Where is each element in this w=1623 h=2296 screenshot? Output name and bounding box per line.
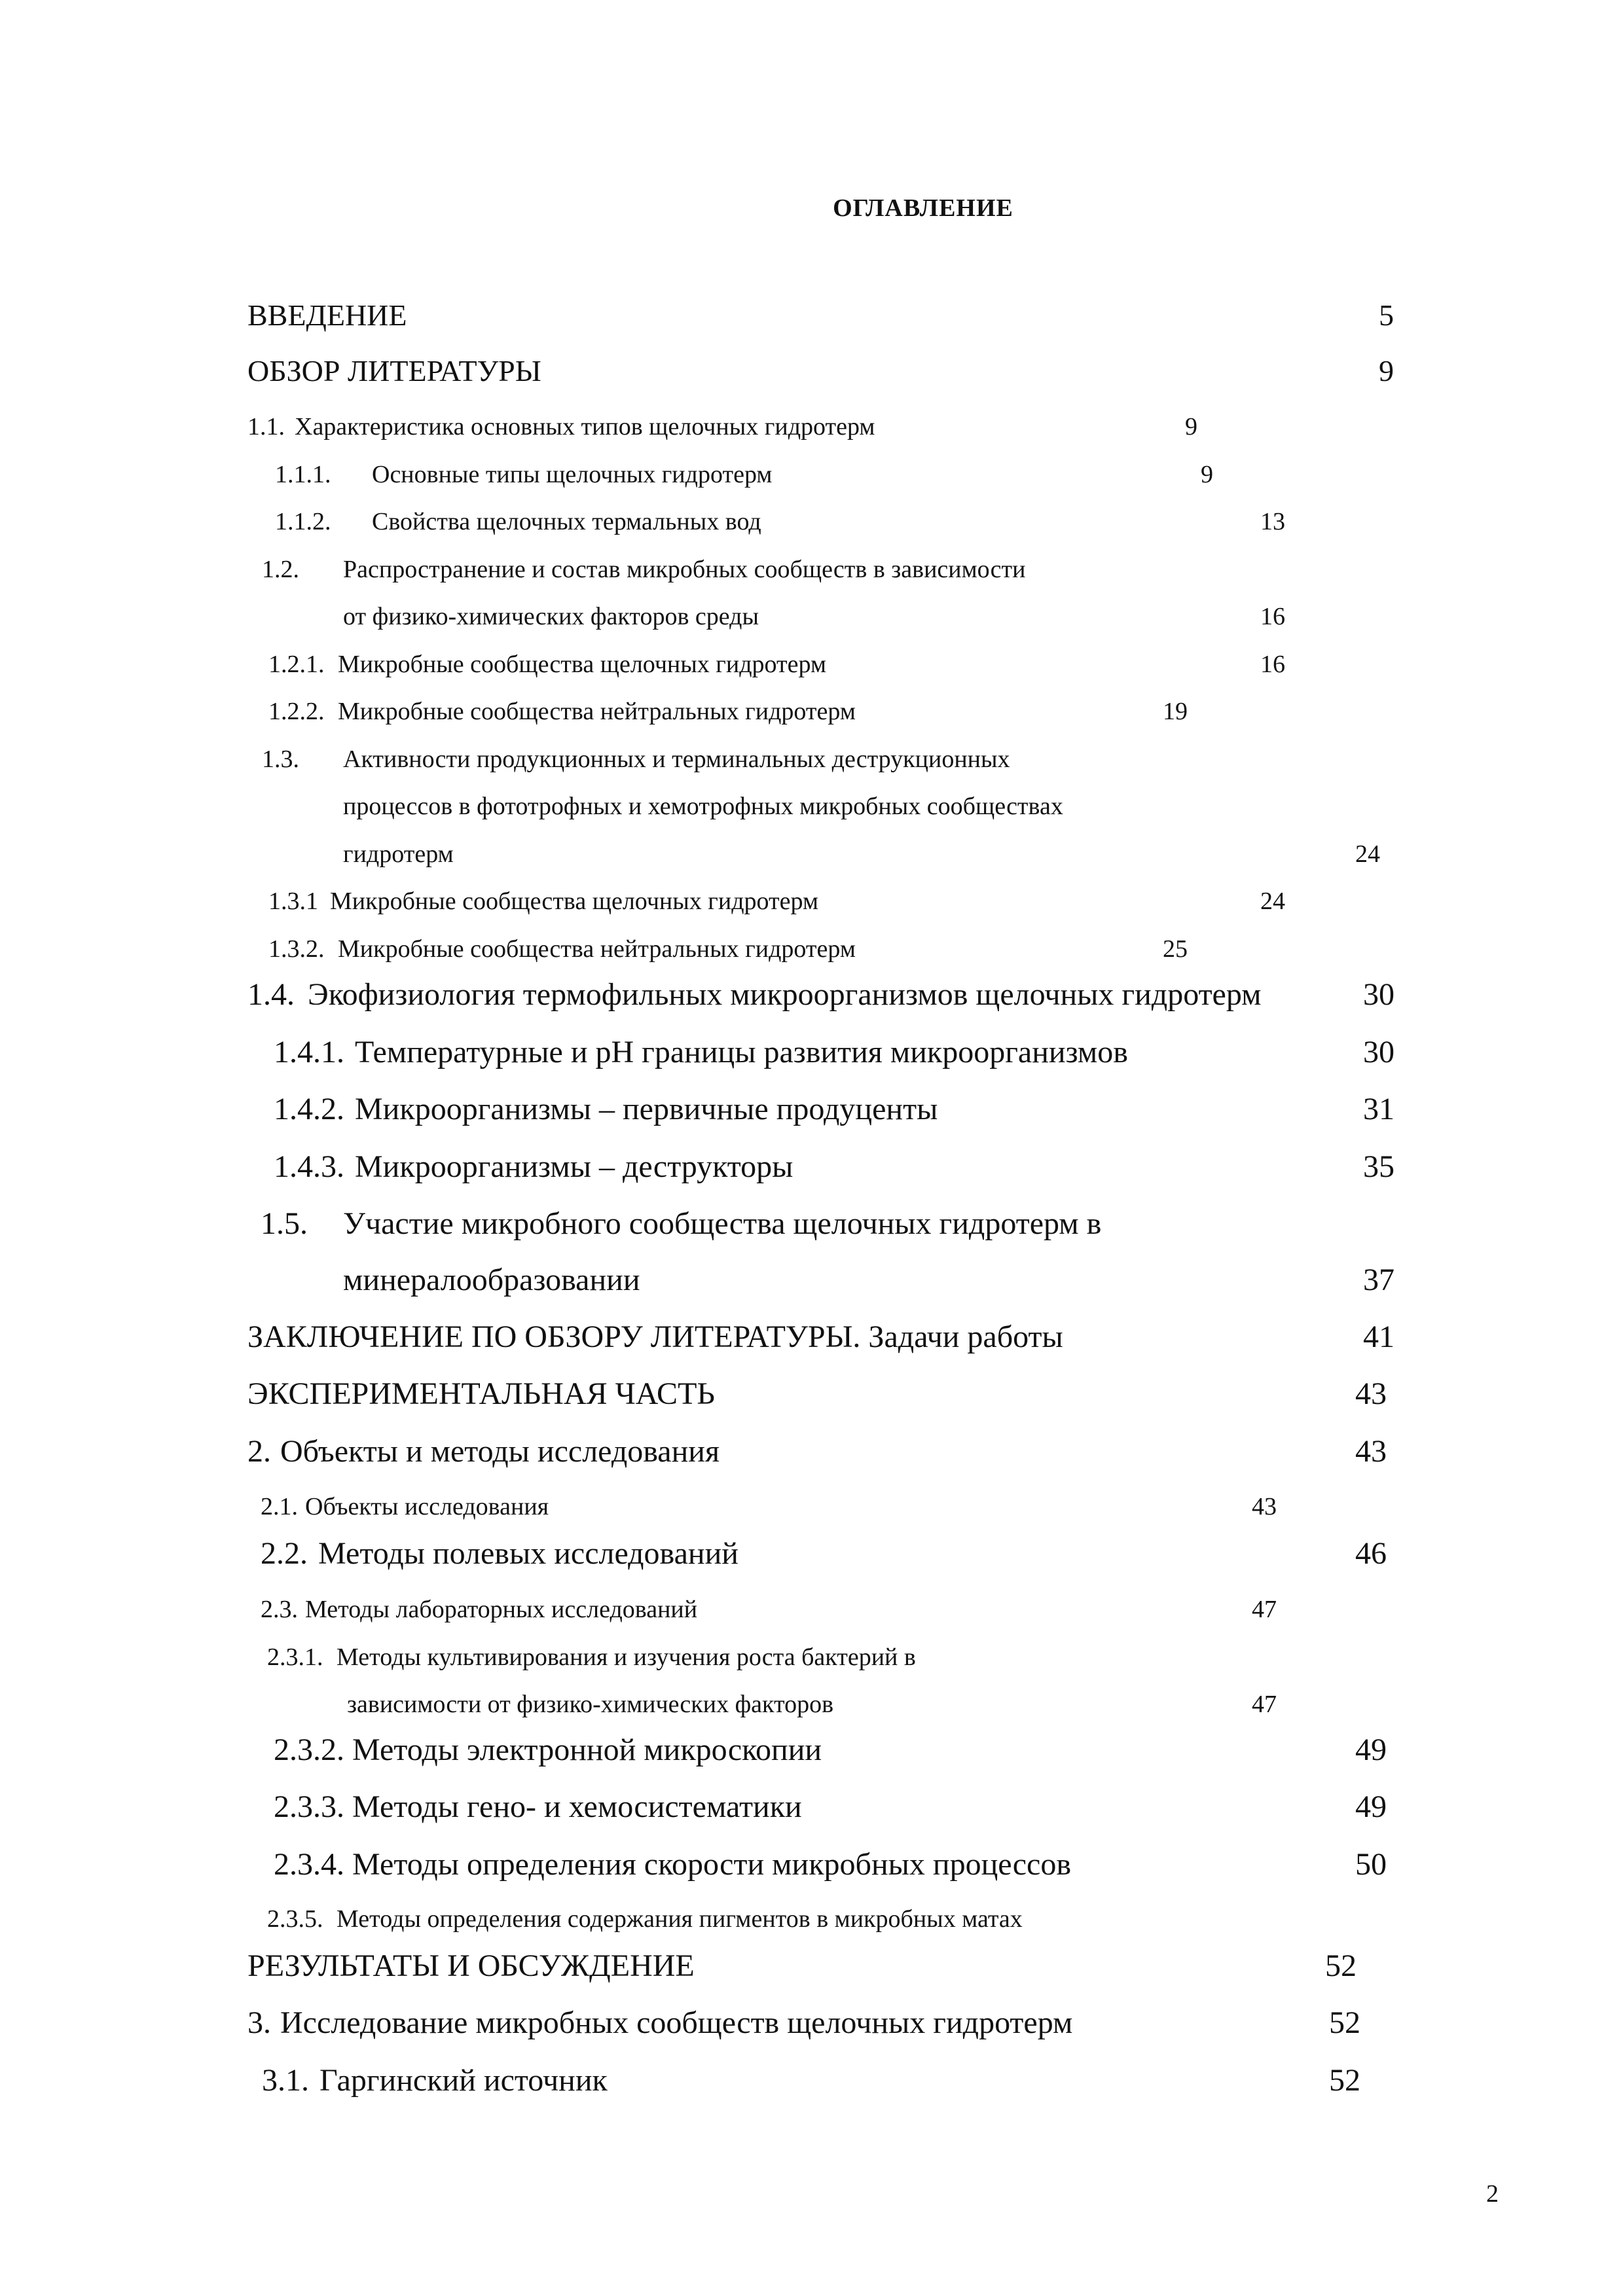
toc-page: 35 bbox=[1363, 1149, 1395, 1184]
toc-page: 43 bbox=[1355, 1434, 1387, 1469]
toc-title: Методы культивирования и изучения роста бактерий в bbox=[337, 1643, 916, 1671]
toc-number: 2.3.5. bbox=[267, 1905, 323, 1933]
toc-page: 24 bbox=[1355, 840, 1380, 868]
toc-title: Микробные сообщества нейтральных гидротерм bbox=[338, 698, 856, 725]
toc-page: 9 bbox=[1185, 413, 1197, 440]
toc-title: Микроорганизмы – деструкторы bbox=[355, 1149, 793, 1184]
toc-title: ОБЗОР ЛИТЕРАТУРЫ bbox=[247, 354, 541, 387]
toc-title: ЗАКЛЮЧЕНИЕ ПО ОБЗОРУ ЛИТЕРАТУРЫ. Задачи работы bbox=[247, 1319, 1063, 1354]
toc-page: 50 bbox=[1355, 1847, 1387, 1882]
toc-number: 1.2.2. bbox=[268, 698, 325, 725]
toc-title: Экофизиология термофильных микроорганизмов щелочных гидротерм bbox=[308, 977, 1262, 1012]
toc-page: 52 bbox=[1329, 2005, 1360, 2040]
toc-page: 52 bbox=[1329, 2063, 1360, 2098]
toc-page: 19 bbox=[1163, 698, 1188, 725]
toc-number: 1.1.2. bbox=[275, 508, 331, 535]
toc-number: 1.3.2. bbox=[268, 935, 325, 963]
toc-number: 1.4.1. bbox=[274, 1035, 344, 1069]
toc-title: Методы определения содержания пигментов в микробных матах bbox=[337, 1905, 1023, 1933]
toc-page: 52 bbox=[1325, 1948, 1357, 1983]
toc-number: 1.3. bbox=[262, 745, 299, 773]
toc-page: 43 bbox=[1252, 1493, 1277, 1520]
toc-page: 30 bbox=[1363, 977, 1395, 1012]
toc-title-line2: минералообразовании bbox=[343, 1263, 640, 1297]
toc-page: 24 bbox=[1260, 888, 1285, 915]
toc-number: 1.2. bbox=[262, 556, 299, 583]
toc-number: 1.4.3. bbox=[274, 1149, 344, 1184]
toc-page: 16 bbox=[1260, 651, 1285, 678]
toc-title-line2: зависимости от физико-химических факторов bbox=[347, 1691, 834, 1718]
toc-title: Температурные и pH границы развития микроорганизмов bbox=[355, 1035, 1128, 1069]
toc-title: ВВЕДЕНИЕ bbox=[247, 298, 407, 332]
toc-page: 41 bbox=[1363, 1319, 1395, 1354]
toc-title: Микробные сообщества щелочных гидротерм bbox=[338, 651, 826, 678]
toc-number: 1.1. bbox=[247, 413, 285, 440]
toc-page: 16 bbox=[1260, 603, 1285, 630]
toc-number: 1.4.2. bbox=[274, 1092, 344, 1126]
toc-title: Методы электронной микроскопии bbox=[352, 1732, 822, 1767]
toc-number: 3. bbox=[247, 2005, 271, 2040]
toc-title-line2: от физико-химических факторов среды bbox=[343, 603, 759, 630]
toc-title: Микробные сообщества нейтральных гидротерм bbox=[338, 935, 856, 963]
toc-number: 2.1. bbox=[261, 1493, 298, 1520]
toc-title: Исследование микробных сообществ щелочных гидротерм bbox=[280, 2005, 1073, 2040]
toc-title: Объекты исследования bbox=[305, 1493, 549, 1520]
toc-number: 1.4. bbox=[247, 977, 295, 1012]
toc-title: Объекты и методы исследования bbox=[280, 1434, 720, 1469]
toc-title-line2: процессов в фототрофных и хемотрофных микробных сообществах bbox=[343, 793, 1063, 820]
toc-title: Основные типы щелочных гидротерм bbox=[372, 461, 773, 488]
toc-title: Характеристика основных типов щелочных гидротерм bbox=[295, 413, 875, 440]
toc-page: 37 bbox=[1363, 1263, 1395, 1297]
toc-page: 46 bbox=[1355, 1536, 1387, 1571]
toc-page: 47 bbox=[1252, 1691, 1277, 1718]
toc-title: ЭКСПЕРИМЕНТАЛЬНАЯ ЧАСТЬ bbox=[247, 1376, 715, 1411]
toc-title: Методы гено- и хемосистематики bbox=[352, 1789, 802, 1824]
toc-number: 1.5. bbox=[261, 1206, 308, 1241]
toc-number: 2.3. bbox=[261, 1596, 298, 1623]
toc-number: 2.3.1. bbox=[267, 1643, 323, 1671]
toc-title: Свойства щелочных термальных вод bbox=[372, 508, 761, 535]
toc-page: 9 bbox=[1379, 354, 1394, 387]
toc-number: 1.2.1. bbox=[268, 651, 325, 678]
page-number: 2 bbox=[1486, 2180, 1499, 2208]
toc-page: 30 bbox=[1363, 1035, 1395, 1069]
toc-number: 1.3.1 bbox=[268, 888, 318, 915]
toc-title: Методы определения скорости микробных процессов bbox=[352, 1847, 1072, 1882]
toc-number: 2. bbox=[247, 1434, 271, 1469]
toc-page: 9 bbox=[1201, 461, 1213, 488]
toc-title-line3: гидротерм bbox=[343, 840, 454, 868]
toc-page: 25 bbox=[1163, 935, 1188, 963]
toc-title: Микробные сообщества щелочных гидротерм bbox=[330, 888, 818, 915]
toc-title: Гаргинский источник bbox=[319, 2063, 608, 2098]
toc-title: Микроорганизмы – первичные продуценты bbox=[355, 1092, 938, 1126]
toc-title: Активности продукционных и терминальных деструкционных bbox=[343, 745, 1010, 773]
toc-number: 2.3.4. bbox=[274, 1847, 344, 1882]
toc-number: 2.3.3. bbox=[274, 1789, 344, 1824]
toc-page: 31 bbox=[1363, 1092, 1395, 1126]
toc-title: Участие микробного сообщества щелочных гидротерм в bbox=[343, 1206, 1102, 1241]
toc-title: Распространение и состав микробных сообществ в зависимости bbox=[343, 556, 1026, 583]
toc-number: 3.1. bbox=[262, 2063, 309, 2098]
toc-number: 2.2. bbox=[261, 1536, 308, 1571]
toc-number: 1.1.1. bbox=[275, 461, 331, 488]
toc-heading: ОГЛАВЛЕНИЕ bbox=[833, 194, 1013, 222]
toc-page: 49 bbox=[1355, 1789, 1387, 1824]
toc-page: 5 bbox=[1379, 298, 1394, 332]
toc-title: РЕЗУЛЬТАТЫ И ОБСУЖДЕНИЕ bbox=[247, 1948, 695, 1983]
toc-title: Методы полевых исследований bbox=[318, 1536, 739, 1571]
toc-page: 43 bbox=[1355, 1376, 1387, 1411]
toc-title: Методы лабораторных исследований bbox=[305, 1596, 698, 1623]
toc-number: 2.3.2. bbox=[274, 1732, 344, 1767]
toc-page: 13 bbox=[1260, 508, 1285, 535]
toc-page: 47 bbox=[1252, 1596, 1277, 1623]
toc-page: 49 bbox=[1355, 1732, 1387, 1767]
